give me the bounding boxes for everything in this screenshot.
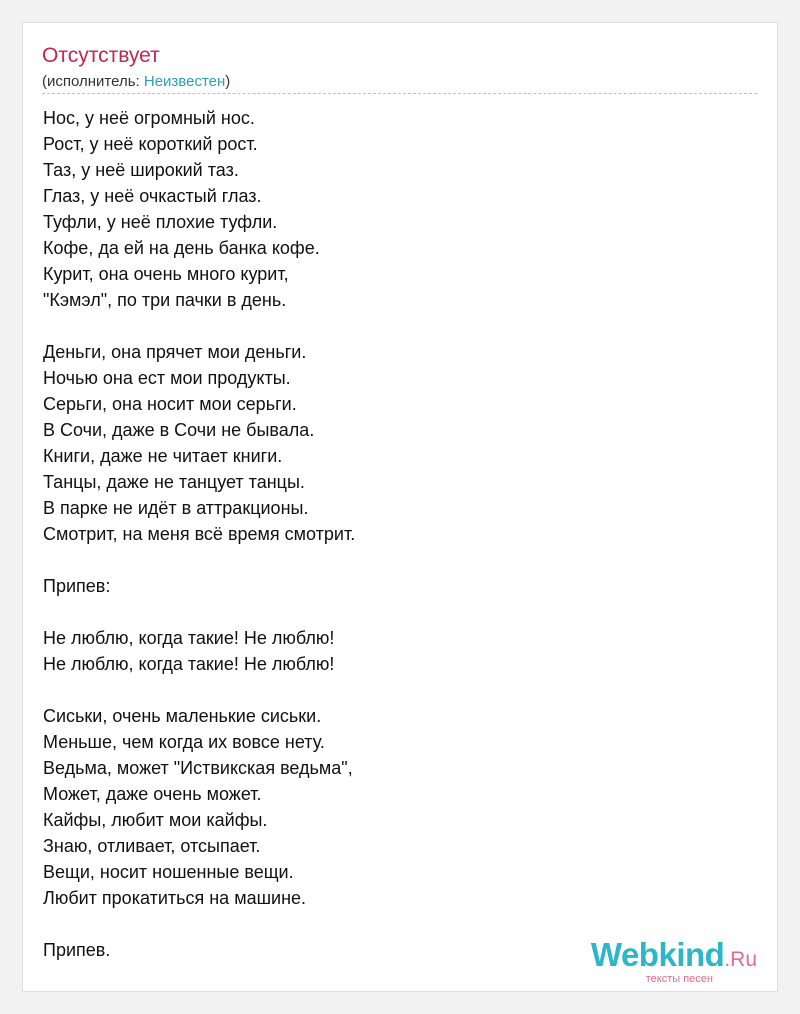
lyric-line: Знаю, отливает, отсыпает. — [43, 836, 261, 856]
artist-suffix: ) — [225, 73, 231, 90]
stanza-break — [43, 677, 355, 703]
lyric-line: Сиськи, очень маленькие сиськи. — [43, 706, 322, 726]
lyric-line: Танцы, даже не танцует танцы. — [43, 472, 305, 492]
lyric-line: Припев: — [43, 576, 111, 596]
lyric-line: Таз, у неё широкий таз. — [43, 160, 239, 180]
watermark-brand — [591, 936, 757, 973]
stanza-break — [43, 313, 355, 339]
lyric-line: Ведьма, может "Иствикская ведьма", — [43, 758, 353, 778]
stanza-break — [43, 547, 355, 573]
lyric-line: Кайфы, любит мои кайфы. — [43, 810, 268, 830]
lyric-line: Не люблю, когда такие! Не люблю! — [43, 628, 335, 648]
stanza-break — [43, 599, 355, 625]
lyric-line: Ночью она ест мои продукты. — [43, 368, 291, 388]
artist-prefix: (исполнитель: — [42, 73, 144, 90]
lyric-line: Не люблю, когда такие! Не люблю! — [43, 654, 335, 674]
lyrics-text — [43, 105, 355, 963]
lyric-line: Нос, у неё огромный нос. — [43, 108, 255, 128]
lyric-line: Туфли, у неё плохие туфли. — [43, 212, 278, 232]
lyric-line: Курит, она очень много курит, — [43, 264, 289, 284]
song-title: Отсутствует — [42, 44, 160, 67]
lyric-line: Меньше, чем когда их вовсе нету. — [43, 732, 325, 752]
lyric-line: Книги, даже не читает книги. — [43, 446, 283, 466]
title-divider — [42, 93, 757, 94]
site-watermark — [591, 938, 757, 985]
lyrics-page — [22, 22, 778, 992]
stanza-break — [43, 911, 355, 937]
lyric-line: Смотрит, на меня всё время смотрит. — [43, 524, 356, 544]
watermark-tld: .Ru — [724, 948, 757, 971]
watermark-brand-name: Webkind — [590, 936, 725, 973]
lyric-line: Деньги, она прячет мои деньги. — [43, 342, 307, 362]
lyric-line: В парке не идёт в аттракционы. — [43, 498, 309, 518]
lyric-line: Кофе, да ей на день банка кофе. — [43, 238, 320, 258]
watermark-tagline: тексты песен — [645, 973, 713, 985]
lyric-line: Вещи, носит ношенные вещи. — [43, 862, 294, 882]
artist-link[interactable]: Неизвестен — [143, 73, 226, 90]
lyric-line: Может, даже очень может. — [43, 784, 262, 804]
artist-line — [42, 72, 230, 92]
lyric-line: "Кэмэл", по три пачки в день. — [43, 290, 287, 310]
lyric-line: Серьги, она носит мои серьги. — [43, 394, 297, 414]
lyric-line: Рост, у неё короткий рост. — [43, 134, 258, 154]
lyric-line: Любит прокатиться на машине. — [43, 888, 307, 908]
lyric-line: Глаз, у неё очкастый глаз. — [43, 186, 262, 206]
lyric-line: Припев. — [43, 940, 111, 960]
lyric-line: В Сочи, даже в Сочи не бывала. — [43, 420, 315, 440]
